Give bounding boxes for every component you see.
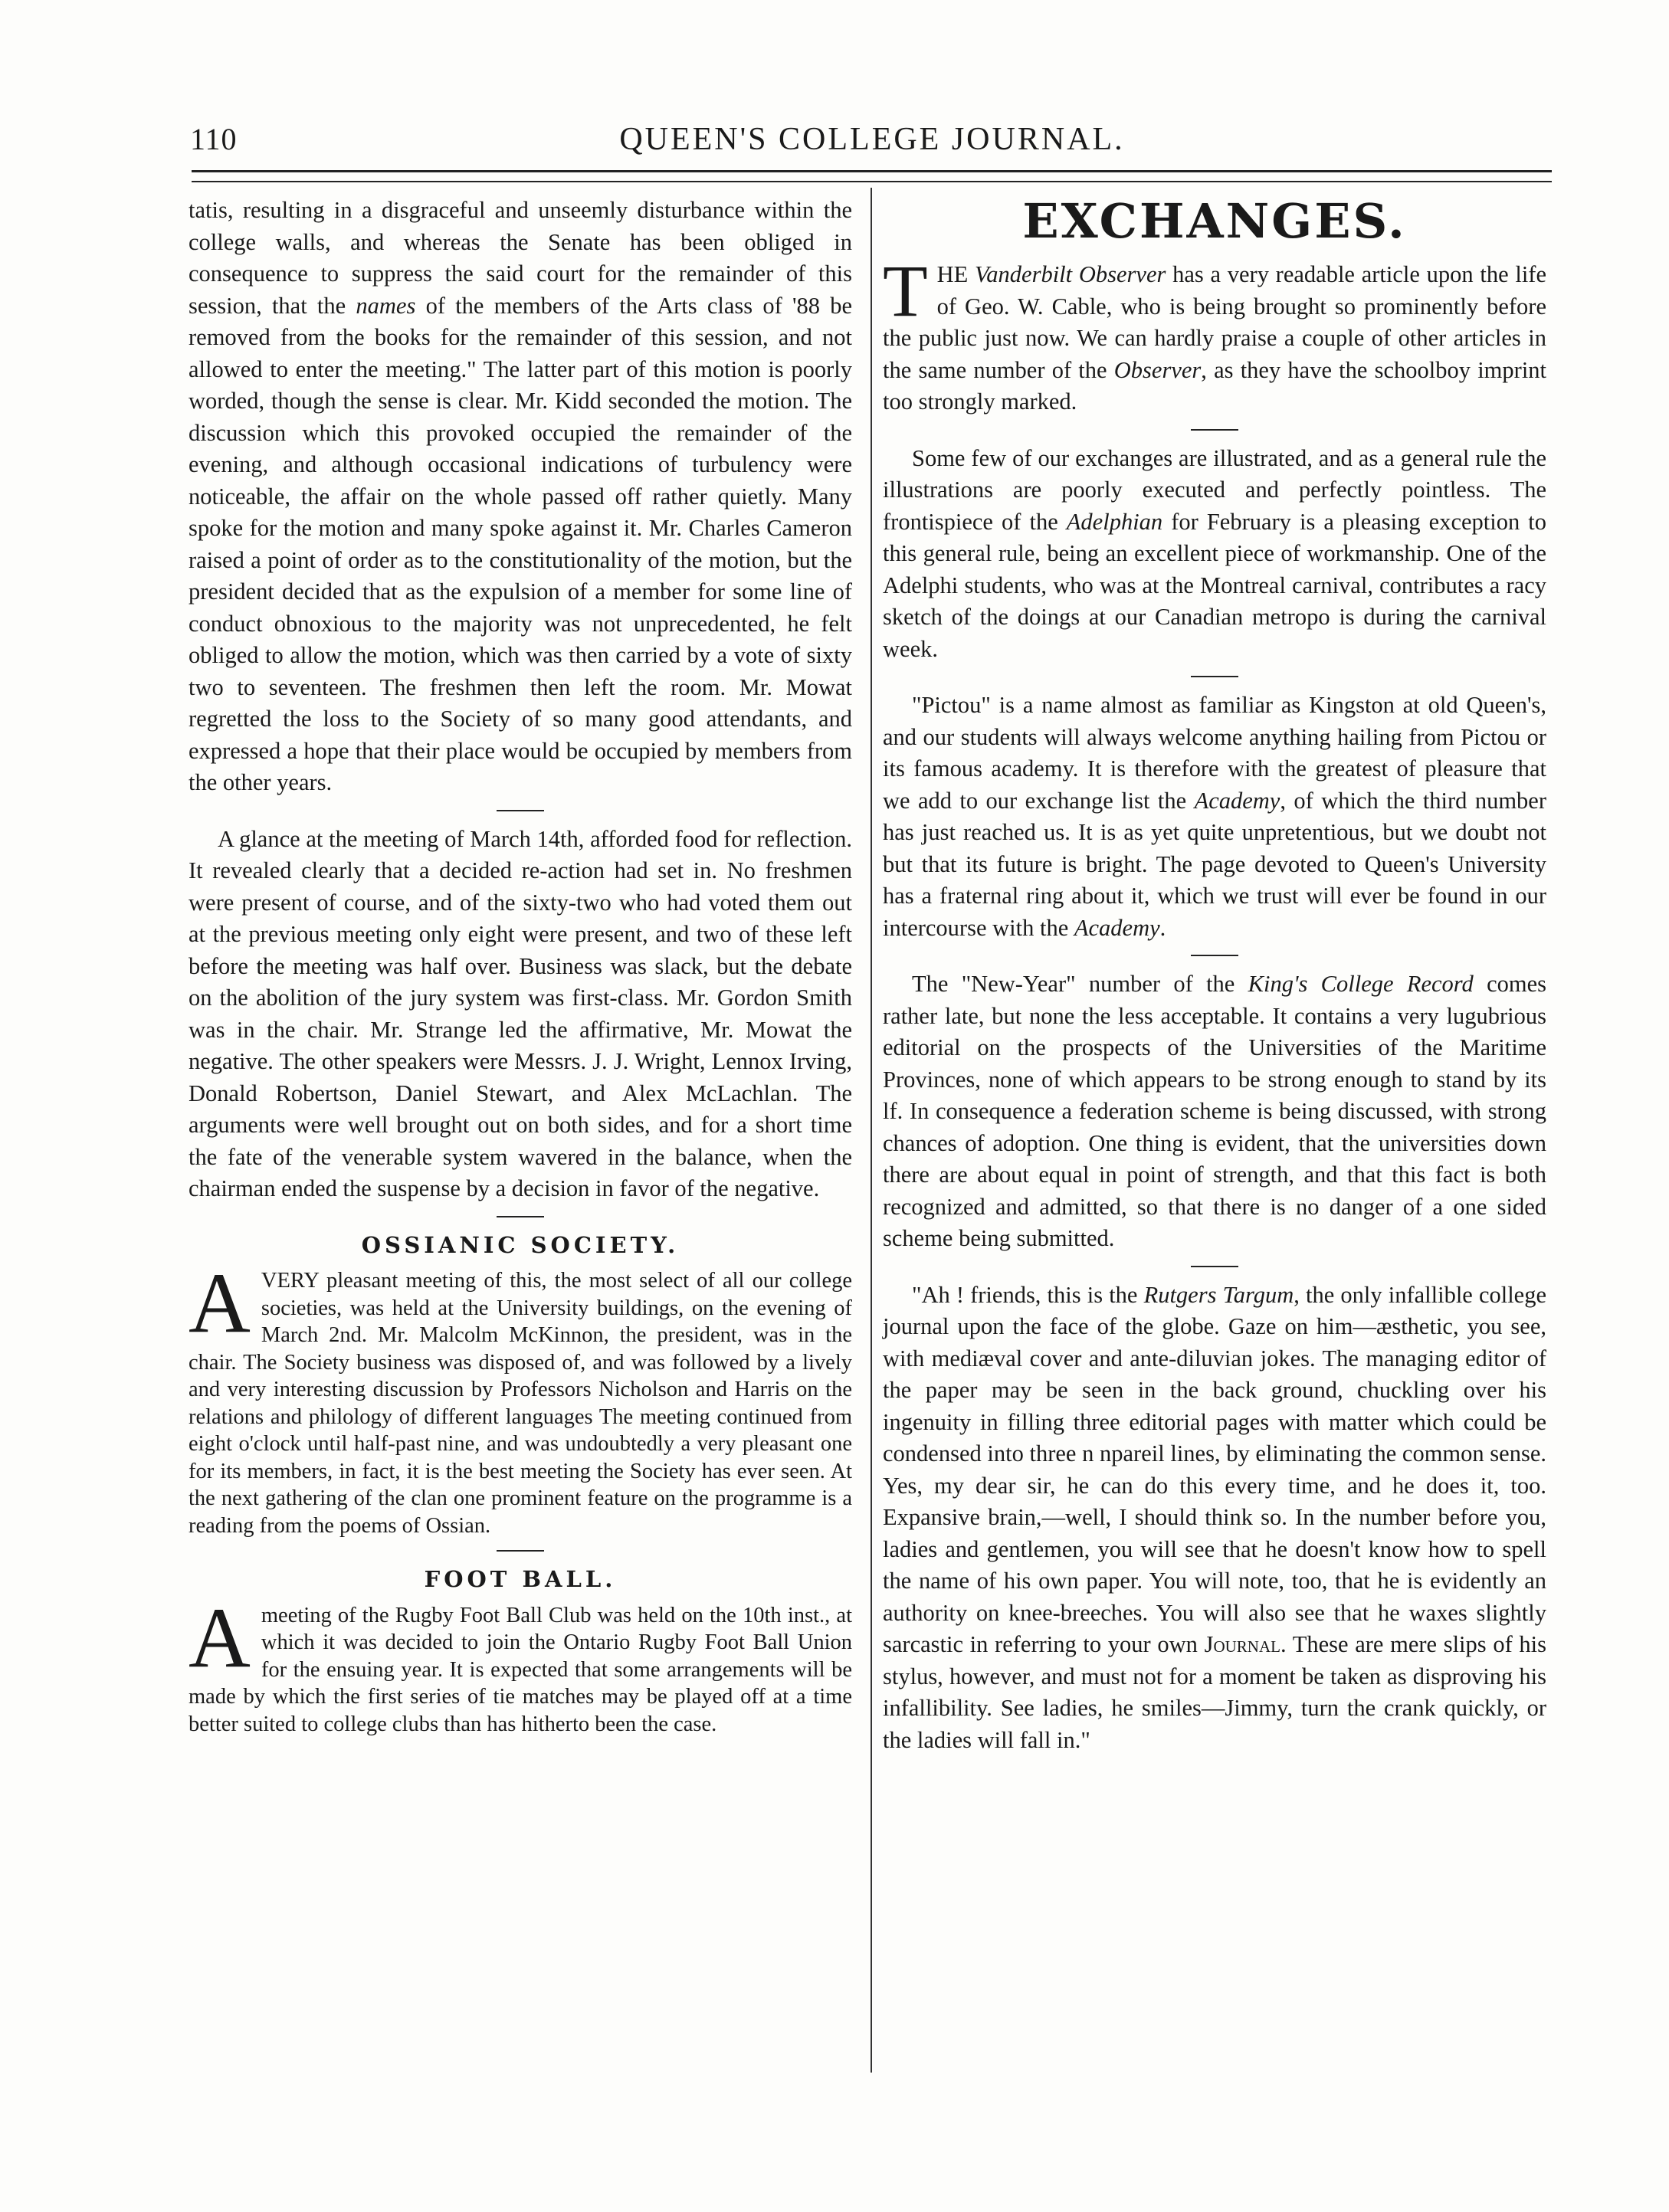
emphasis: Rutgers Targum [1143, 1281, 1294, 1308]
exchange-rutgers [883, 1280, 1546, 1757]
emphasis: King's College Record [1248, 971, 1474, 997]
text-run: of the members of the Arts class of '88 be removed from the books for the remainder of this session, and not allowed to enter the meeting." The latter part of this motion is poorly worded, though the sense is clear. Mr. Kidd seconded the motion. The discussion which this provoked occupied the remainder of the evening, and although occasional indications of turbulency were noticeable, the affair on the whole passed off rather quietly. Many spoke for the motion and many spoke against it. Mr. Charles Cameron raised a point of order as to the constitutionality of the motion, but the president decided that as the expulsion of a member for some line of conduct obnoxious to the majority was not unprecedented, he felt obliged to allow the motion, which was then carried by a vote of sixty two to seventeen. The freshmen then left the room. Mr. Mowat regretted the loss to the Society of so many good attendants, and expressed a hope that their place would be occupied by members from the other years. [189, 292, 852, 795]
header-rule-top [192, 170, 1552, 172]
exchanges-heading: EXCHANGES. [1022, 193, 1407, 249]
section-divider [497, 1550, 544, 1552]
ossianic-paragraph [189, 1256, 852, 1539]
emphasis: Academy [1194, 787, 1280, 814]
section-divider [1191, 955, 1238, 956]
foot-ball-paragraph [189, 1590, 852, 1738]
exchange-vanderbilt [883, 250, 1547, 418]
emphasis: Adelphian [1066, 508, 1163, 535]
text-run: The "New-Year" number of the [912, 971, 1248, 997]
text-run: tatis, resulting in a disgraceful and unseemly disturbance within the college walls, and whereas the Senate has been obliged in consequence to suppress the said court for the remainder of this session, that the [189, 197, 852, 319]
paragraph-march-14: A glance at the meeting of March 14th, afforded food for reflection. It revealed clearly that a decided re-action had set in. No freshmen were present of course, and of the sixty-two who had voted them out at the previous meeting only eight were present, and two of these left before the meeting was half over. Business was slack, but the debate on the abolition of the jury system was first-class. Mr. Gordon Smith was in the chair. Mr. Strange led the affirmative, Mr. Mowat the negative. The other speakers were Messrs. J. J. Wright, Lennox Irving, Donald Robertson, Daniel Stewart, and Alex McLachlan. The arguments were well brought out on both sides, and for a short time the fate of the venerable system wavered in the balance, when the chairman ended the suspense by a decision in favor of the negative. [189, 825, 852, 1201]
right-column [883, 195, 1546, 1756]
journal-title: QUEEN'S COLLEGE JOURNAL. [619, 122, 1125, 157]
text-run: "Pictou" is a name almost as familiar as Kingston at old Queen's, and our students will always welcome anything hailing from Pictou or its famous academy. It is therefore with the greatest of pleasure that we add to our exchange list the [883, 692, 1546, 814]
small-caps: Journal [1204, 1631, 1280, 1657]
section-divider [497, 1216, 544, 1217]
text-run: "Ah ! friends, this is the [912, 1281, 1144, 1308]
text-run: , of which the third number has just reached us. It is as yet quite unpretentious, but we doubt not but that its future is bright. The page devoted to Queen's University has a fraternal ring about it, which we trust will ever be found in our intercourse with the [883, 787, 1546, 941]
text-run: . These are mere slips of his stylus, however, and must not for a moment be taken as disproving his infallibility. See ladies, he smiles—Jimmy, turn the crank quickly, or the ladies will fall in." [883, 1631, 1546, 1753]
text-run: comes rather late, but none the less acceptable. It contains a very lugubrious editorial on the prospects of the Universities of the Maritime Provinces, none of which appears to be strong enough to stand by its lf. In consequence a federation scheme is being discussed, with strong chances of adoption. One thing is evident, that the universities down there are about equal in point of strength, and that this fact is both recognized and admitted, so that there is no danger of a one sided scheme being submitted. [883, 971, 1547, 1251]
text-run: HE [936, 261, 975, 287]
page-header [190, 115, 1554, 161]
text-run: meeting of the Rugby Foot Ball Club was held on the 10th inst., at which it was decided to join the Ontario Rugby Foot Ball Union for the ensuing year. It is expected that some arrangements will be made by which the first series of tie matches may be played off at a time better suited to college clubs than has hitherto been the case. [189, 1603, 852, 1736]
emphasis: Observer [1113, 356, 1202, 383]
section-divider [497, 810, 544, 811]
text-run: Some few of our exchanges are illustrated, and as a general rule the illustrations are poorly executed and perfectly pointless. The frontispiece of the [883, 444, 1546, 535]
foot-ball-heading: FOOT BALL. [424, 1566, 617, 1592]
section-divider [1191, 676, 1238, 677]
text-run: , the only infallible college journal upon the face of the globe. Gaze on him—æsthetic, you see, with mediæval cover and ante-diluvian jokes. The managing editor of the paper may be seen in the back ground, chuckling over his ingenuity in filling three editorial pages with matter which could be condensed into three n npareil lines, by eliminating the common sense. Yes, my dear sir, he can do this every time, and he does it, too. Expansive brain,—well, I should think so. In the number before you, ladies and gentlemen, you will see that he doesn't know how to spell the name of his own paper. You will note, too, that he is evidently an authority on knee-breeches. You will also see that he waxes slightly sarcastic in referring to your own [883, 1281, 1547, 1657]
ossianic-society-heading: OSSIANIC SOCIETY. [361, 1231, 680, 1258]
text-run: VERY pleasant meeting of this, the most select of all our college societies, was held at the University buildings, on the evening of March 2nd. Mr. Malcolm McKinnon, the president, was in the chair. The Society business was disposed of, and was followed by a lively and very interesting discussion by Professors Nicholson and Harris on the relations and philology of different languages The meeting continued from eight o'clock until half-past nine, and was undoubtedly a very pleasant one for its members, in fact, it is the best meeting the Society has ever seen. At the next gathering of the clan one prominent feature on the programme is a reading from the poems of Ossian. [189, 1269, 852, 1538]
drop-cap: A [189, 1590, 251, 1686]
column-divider [871, 188, 872, 2073]
emphasis: Academy [1074, 914, 1160, 941]
emphasis: Vanderbilt Observer [975, 261, 1166, 287]
drop-cap: A [189, 1256, 251, 1351]
header-rule-bottom [192, 181, 1552, 182]
emphasis: names [356, 292, 416, 319]
left-column [189, 195, 852, 1738]
text-run: , as they have the schoolboy imprint too strongly marked. [883, 356, 1547, 415]
exchange-adelphian [883, 443, 1546, 666]
section-divider [1191, 1266, 1238, 1267]
paragraph-motion [189, 195, 852, 799]
page-number: 110 [190, 122, 238, 156]
text-run: has a very readable article upon the life of Geo. W. Cable, who is being brought so prominently before the public just now. We can hardly praise a couple of other articles in the same number of the [883, 261, 1546, 383]
exchange-pictou [883, 690, 1546, 944]
section-divider [1191, 429, 1238, 431]
drop-cap: T [883, 250, 928, 332]
exchange-kings-college [883, 968, 1546, 1255]
text-run: . [1159, 914, 1166, 941]
text-run: for February is a pleasing exception to this general rule, being an excellent piece of workmanship. One of the Adelphi students, who was at the Montreal carnival, contributes a racy sketch of the doings at our Canadian metropo is during the carnival week. [883, 508, 1546, 662]
